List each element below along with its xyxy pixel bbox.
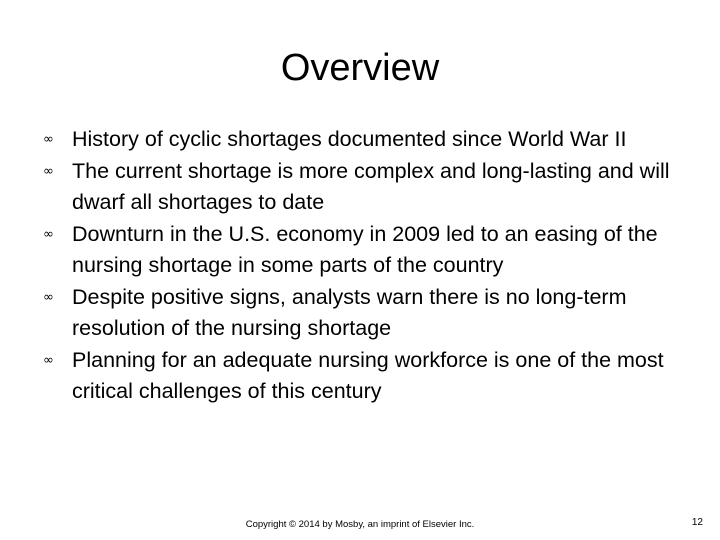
page-number: 12 xyxy=(691,517,703,528)
footer-copyright: Copyright © 2014 by Mosby, an imprint of Elsevier Inc. xyxy=(245,519,475,530)
bullet-list xyxy=(40,124,680,408)
bullet-text: Planning for an adequate nursing workforce is one of the most critical challenges of this century xyxy=(72,347,664,403)
bullet-text: Despite positive signs, analysts warn there is no long-term resolution of the nursing shortage xyxy=(72,284,627,340)
bullet-text: Downturn in the U.S. economy in 2009 led to an easing of the nursing shortage in some parts of the country xyxy=(72,221,658,277)
list-item xyxy=(40,345,680,408)
list-item xyxy=(40,219,680,282)
infinity-bullet-icon: ∞ xyxy=(43,352,54,368)
list-item xyxy=(40,156,680,219)
infinity-bullet-icon: ∞ xyxy=(43,132,54,147)
bullet-text: History of cyclic shortages documented since World War II xyxy=(72,127,627,151)
infinity-bullet-icon: ∞ xyxy=(43,226,54,242)
infinity-bullet-icon: ∞ xyxy=(43,163,54,179)
infinity-bullet-icon: ∞ xyxy=(43,289,54,305)
bullet-text: The current shortage is more complex and long-lasting and will dwarf all shortages to date xyxy=(72,158,670,214)
list-item xyxy=(40,282,680,345)
slide-title: Overview xyxy=(280,47,440,89)
list-item xyxy=(40,124,680,156)
